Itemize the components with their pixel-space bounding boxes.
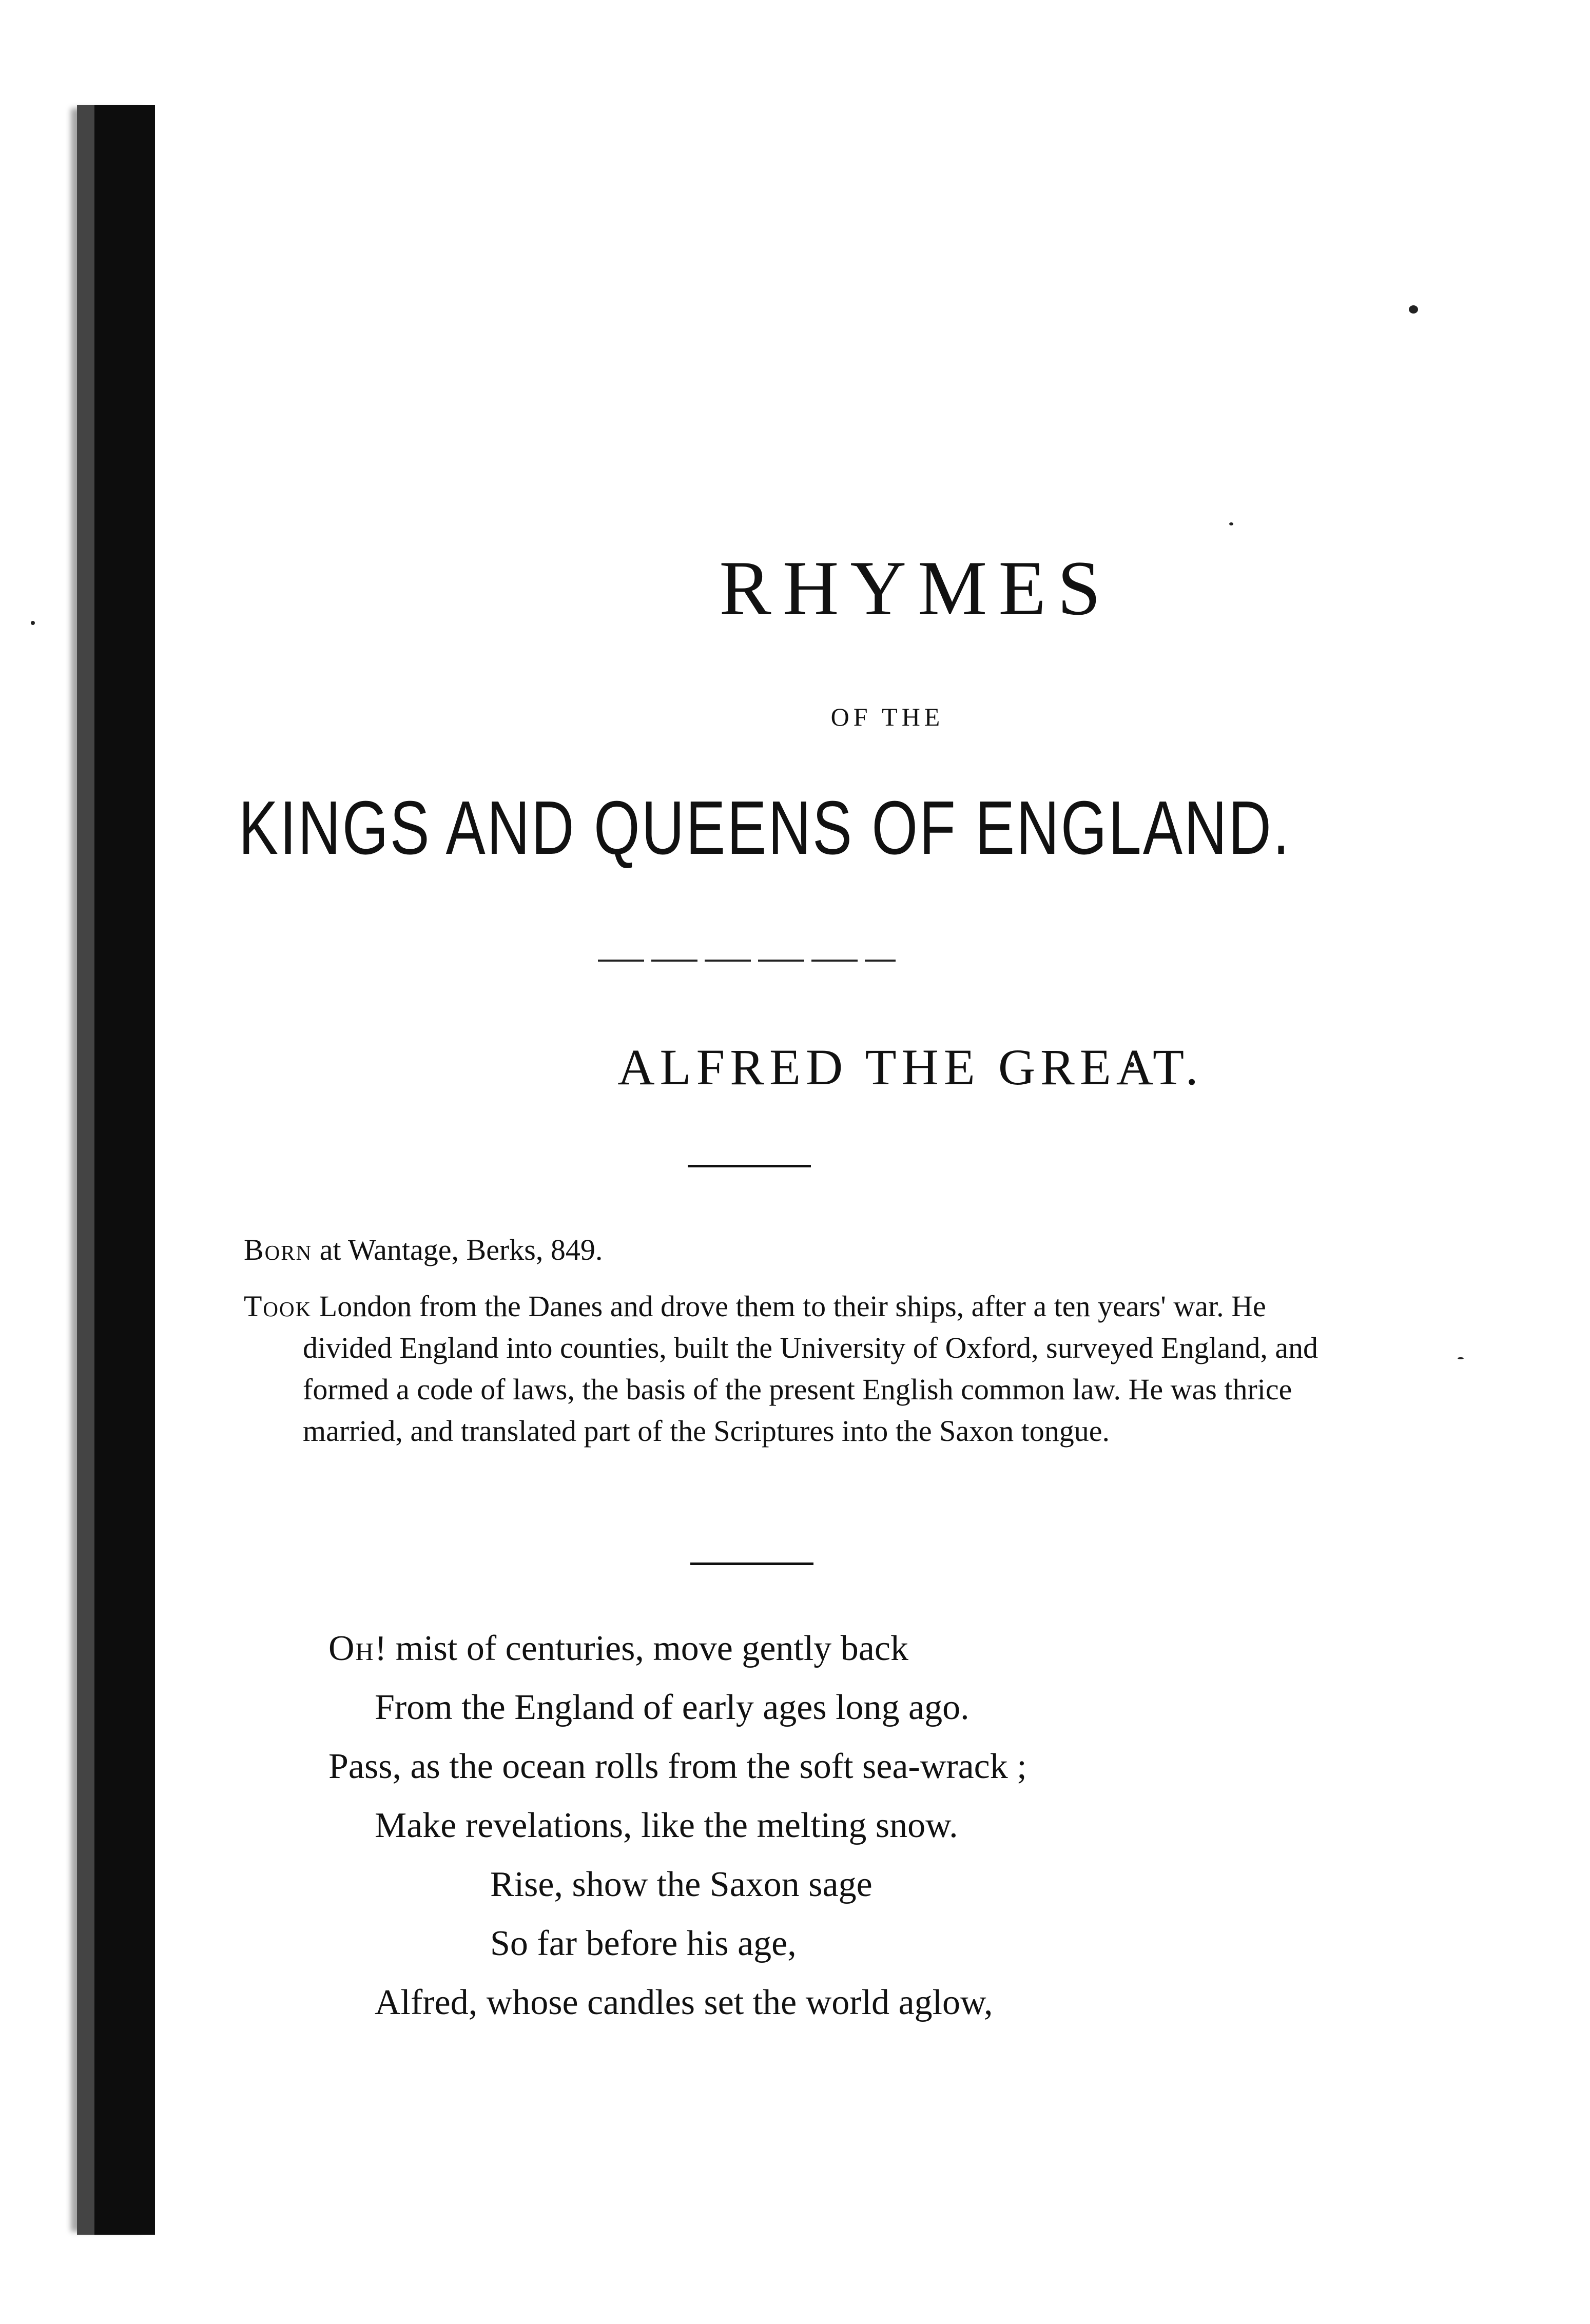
poem-line: From the England of early ages long ago. [375, 1688, 969, 1727]
binding-edge [77, 105, 155, 2235]
scan-speck [1229, 522, 1233, 525]
poem-lead: Oh [328, 1629, 375, 1668]
poem-line-text: ! mist of centuries, move gently back [374, 1629, 908, 1668]
book-title-connector: OF THE [830, 702, 944, 731]
chapter-heading: ALFRED THE GREAT. [617, 1039, 1204, 1096]
prose-rule [690, 1563, 813, 1565]
took-lead: Took [244, 1290, 312, 1323]
born-lead: Born [244, 1233, 313, 1266]
took-text: London from the Danes and drove them to their ships, after a ten years' war. He divided England into counties, built the University of Oxford, surveyed England, and formed a code of laws, the basis of the present English common law. He was thrice married, and translated part of the Scriptures into the Saxon tongue. [303, 1290, 1318, 1448]
biography-paragraph [244, 1285, 1329, 1452]
born-paragraph [244, 1229, 1270, 1271]
poem-line: So far before his age, [490, 1924, 797, 1963]
heading-rule [688, 1165, 811, 1167]
book-subtitle: KINGS AND QUEENS OF ENGLAND. [239, 786, 1291, 870]
scan-speck [1409, 305, 1418, 314]
born-text: at Wantage, Berks, 849. [319, 1233, 603, 1266]
book-title: RHYMES [719, 545, 1112, 631]
scan-speck [1458, 1357, 1464, 1359]
poem-line: Pass, as the ocean rolls from the soft sea-wrack ; [328, 1747, 1027, 1786]
poem-stanza [328, 1619, 1406, 2032]
poem-line [328, 1619, 1406, 1678]
title-rule [598, 960, 896, 962]
poem-line: Rise, show the Saxon sage [490, 1865, 872, 1904]
poem-line: Alfred, whose candles set the world aglow, [375, 1983, 993, 2022]
poem-line: Make revelations, like the melting snow. [375, 1806, 958, 1845]
